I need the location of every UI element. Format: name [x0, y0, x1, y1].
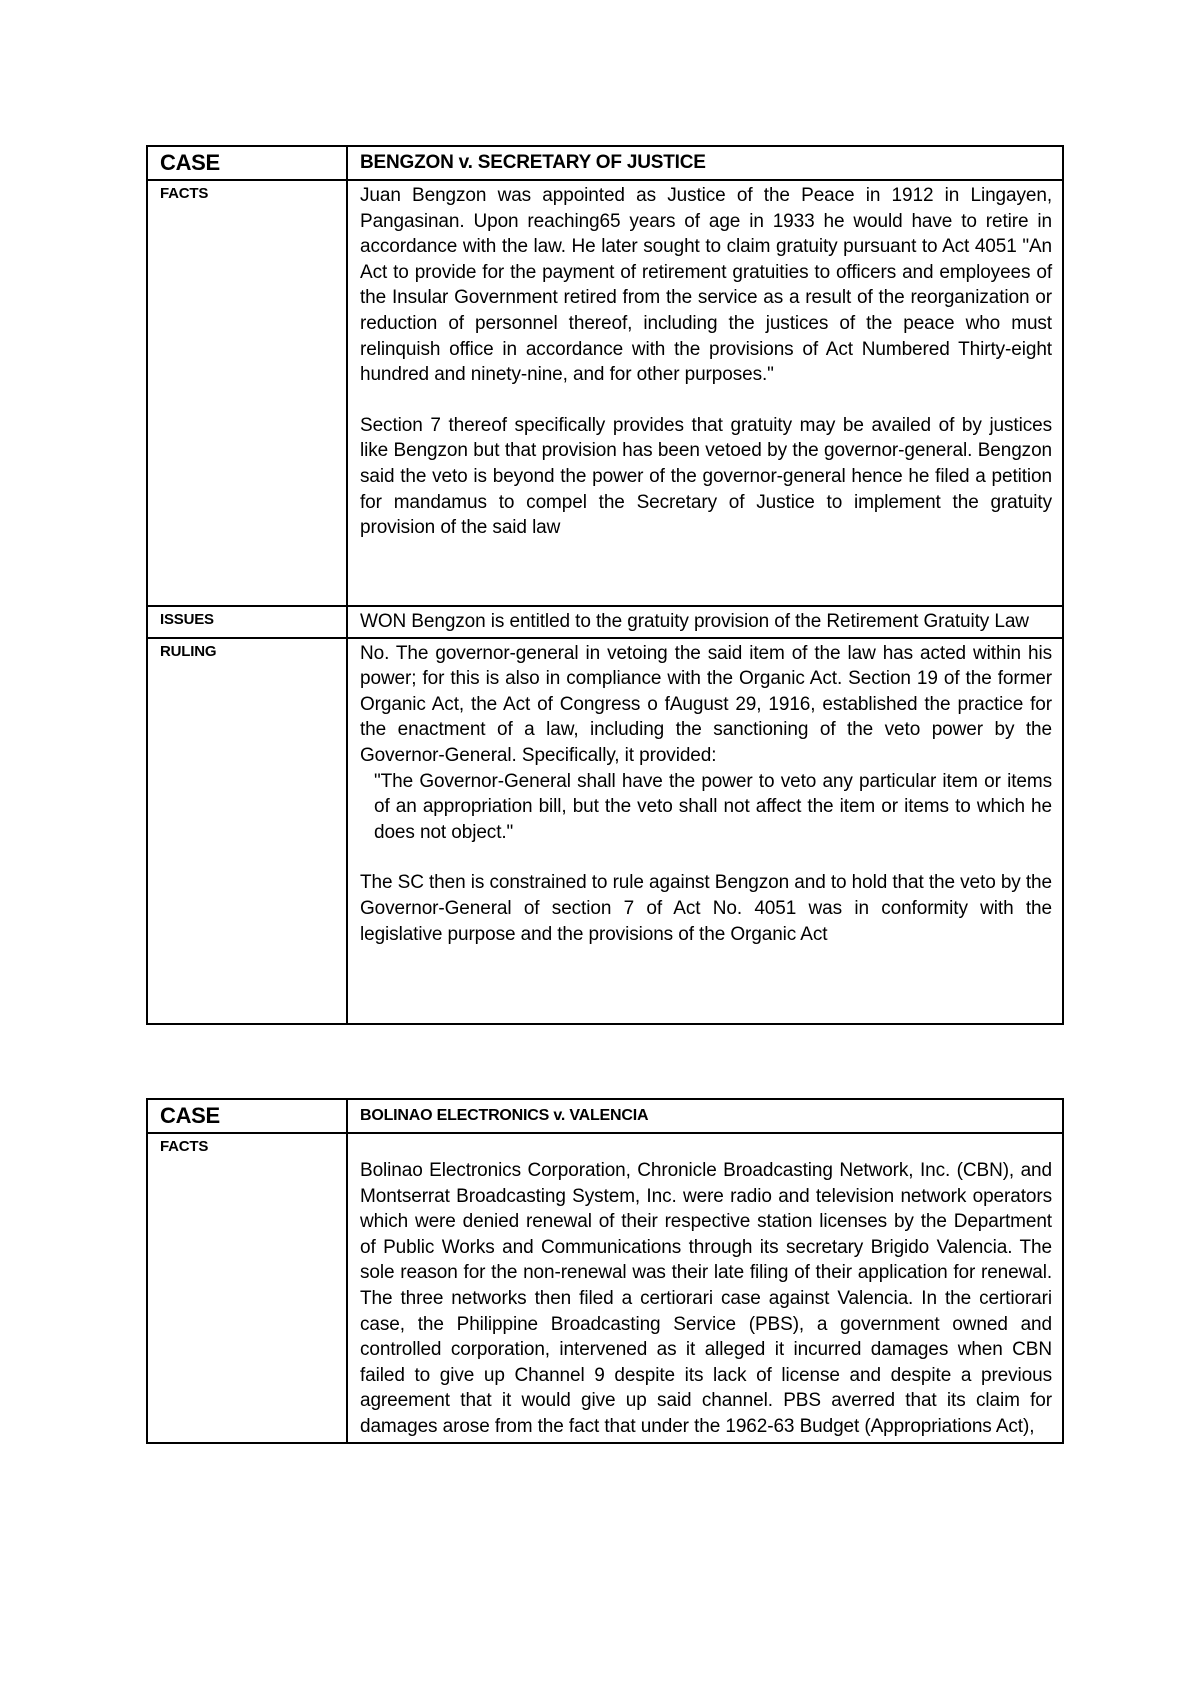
- issues-label: ISSUES: [160, 611, 214, 628]
- case-row: [147, 1099, 1063, 1133]
- case-row: [147, 146, 1063, 180]
- ruling-paragraph-2: The SC then is constrained to rule against Bengzon and to hold that the veto by the Governor-General of section 7 of Act No. 4051 was in conformity with the legislative purpose and the provisions of the Organic Act: [360, 872, 1052, 945]
- facts-paragraph-1: Bolinao Electronics Corporation, Chronicle Broadcasting Network, Inc. (CBN), and Montserrat Broadcasting System, Inc. were radio and television network operators which were denied renewal of their respective station licenses by the Department of Public Works and Communications through its secretary Brigido Valencia. The sole reason for the non-renewal was their late filing of their application for renewal. The three networks then filed a certiorari case against Valencia. In the certiorari case, the Philippine Broadcasting Service (PBS), a government owned and controlled corporation, intervened as it alleged it incurred damages when CBN failed to give up Channel 9 despite its lack of license and despite a previous agreement that it would give up said channel. PBS averred that its claim for damages arose from the fact that under the 1962-63 Budget (Appropriations Act),: [360, 1160, 1052, 1437]
- facts-paragraph-2: Section 7 thereof specifically provides that gratuity may be availed of by justices like Bengzon but that provision has been vetoed by the governor-general. Bengzon said the veto is beyond the power of the governor-general hence he filed a petition for mandamus to compel the Secretary of Justice to implement the gratuity provision of the said law: [360, 414, 1052, 539]
- case-label-cell: [147, 1099, 347, 1133]
- case-title: BENGZON v. SECRETARY OF JUSTICE: [360, 152, 706, 173]
- ruling-label: RULING: [160, 642, 217, 660]
- facts-label: FACTS: [160, 1138, 209, 1155]
- case-title: BOLINAO ELECTRONICS v. VALENCIA: [360, 1107, 649, 1124]
- paragraph-gap: [360, 1136, 1052, 1158]
- ruling-row: [147, 638, 1063, 1024]
- paragraph-gap: [360, 388, 1052, 413]
- facts-label-cell: [147, 180, 347, 606]
- ruling-label-cell: [147, 638, 347, 1024]
- paragraph-gap: [360, 845, 1052, 870]
- facts-row: [147, 180, 1063, 606]
- case-title-cell: [347, 146, 1063, 180]
- case-label: CASE: [160, 1103, 220, 1128]
- facts-label-cell: [147, 1133, 347, 1443]
- facts-content-cell: [347, 180, 1063, 606]
- issues-content-cell: [347, 606, 1063, 638]
- case-title-cell: [347, 1099, 1063, 1133]
- facts-row: [147, 1133, 1063, 1443]
- issues-label-cell: [147, 606, 347, 638]
- facts-content-cell: [347, 1133, 1063, 1443]
- case-label: CASE: [160, 150, 220, 175]
- issues-text: WON Bengzon is entitled to the gratuity provision of the Retirement Gratuity Law: [360, 611, 1029, 632]
- facts-label: FACTS: [160, 185, 209, 202]
- issues-row: [147, 606, 1063, 638]
- case-table-bolinao: [146, 1098, 1064, 1444]
- case-table-bengzon: [146, 145, 1064, 1025]
- ruling-quote: "The Governor-General shall have the power to veto any particular item or items of an appropriation bill, but the veto shall not affect the item or items to which he does not object.": [374, 770, 1052, 843]
- ruling-paragraph-1: No. The governor-general in vetoing the said item of the law has acted within his power; for this is also in compliance with the Organic Act. Section 19 of the former Organic Act, the Act of Congress o fAugust 29, 1916, established the practice for the enactment of a law, including the sanctioning of the veto power by the Governor-General. Specifically, it provided:: [360, 642, 1052, 766]
- facts-paragraph-1: Juan Bengzon was appointed as Justice of the Peace in 1912 in Lingayen, Pangasinan. Upon reaching65 years of age in 1933 he would have to retire in accordance with the law. He later sought to claim gratuity pursuant to Act 4051 "An Act to provide for the payment of retirement gratuities to officers and employees of the Insular Government retired from the service as a result of the reorganization or reduction of personnel thereof, including the justices of the peace who must relinquish office in accordance with the provisions of Act Numbered Thirty-eight hundred and ninety-nine, and for other purposes.": [360, 185, 1052, 386]
- ruling-content-cell: [347, 638, 1063, 1024]
- case-label-cell: [147, 146, 347, 180]
